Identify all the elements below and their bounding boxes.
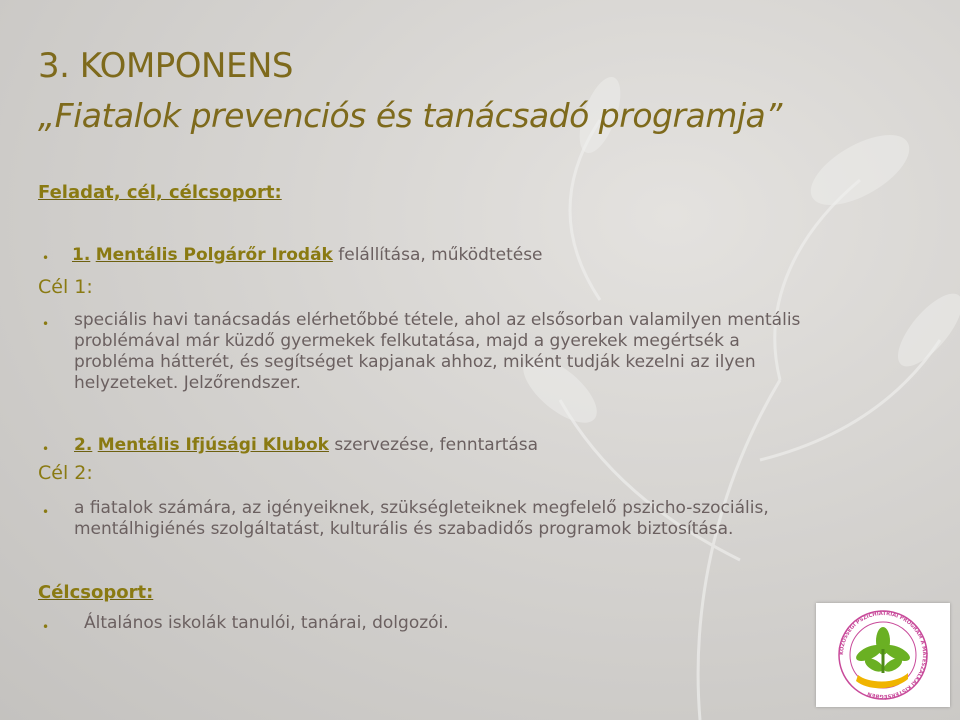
cel2-line: mentálhigiénés szolgáltatást, kulturális és szabadidős programok biztosítása.: [74, 519, 734, 539]
slide-title-line1: 3. KOMPONENS: [38, 46, 293, 86]
bullet-icon: •: [42, 442, 50, 456]
bullet-icon: •: [42, 620, 50, 634]
cel1-line: probléma hátterét, és segítséget kapjanak ahhoz, miként tudják kezelni az ilyen: [74, 352, 756, 372]
item2-strong: Mentális Ifjúsági Klubok: [97, 435, 329, 455]
bullet-icon: •: [42, 317, 50, 331]
item2-line: [74, 435, 538, 456]
cel1-line: speciális havi tanácsadás elérhetőbbé tétele, ahol az elsősorban valamilyen mentális: [74, 310, 801, 330]
program-logo: [816, 603, 950, 707]
section-heading: Feladat, cél, célcsoport:: [38, 182, 282, 203]
cel1-text: [74, 310, 800, 394]
item1-number: 1.: [72, 245, 91, 265]
bullet-icon: •: [42, 505, 50, 519]
item1-strong: Mentális Polgárőr Irodák: [95, 245, 333, 265]
cel1-line: helyzeteket. Jelzőrendszer.: [74, 373, 301, 393]
item2-rest: szervezése, fenntartása: [334, 435, 539, 455]
slide-title-line2: „Fiatalok prevenciós és tanácsadó programja”: [38, 96, 782, 135]
bullet-icon: •: [42, 251, 50, 265]
item1-rest: felállítása, működtetése: [338, 245, 543, 265]
cel1-label: Cél 1:: [38, 276, 93, 298]
logo-emblem-icon: [816, 603, 950, 707]
cel2-label: Cél 2:: [38, 462, 93, 484]
cel2-line: a fiatalok számára, az igényeiknek, szükségleteiknek megfelelő pszicho-szociális,: [74, 498, 769, 518]
item2-number: 2.: [74, 435, 93, 455]
item1-line: [72, 245, 543, 266]
cel2-text: [74, 498, 769, 540]
cel1-line: problémával már küzdő gyermekek felkutatása, majd a gyerekek megértsék a: [74, 331, 740, 351]
celcsoport-text: Általános iskolák tanulói, tanárai, dolgozói.: [84, 613, 449, 633]
celcsoport-label: Célcsoport:: [38, 582, 154, 603]
logo-ring-text: KÖZÖSSÉGI PSZICHIÁTRIAI PROGRAM A MÁTÉSZALKAI KISTÉRSÉGBEN: [838, 610, 928, 700]
